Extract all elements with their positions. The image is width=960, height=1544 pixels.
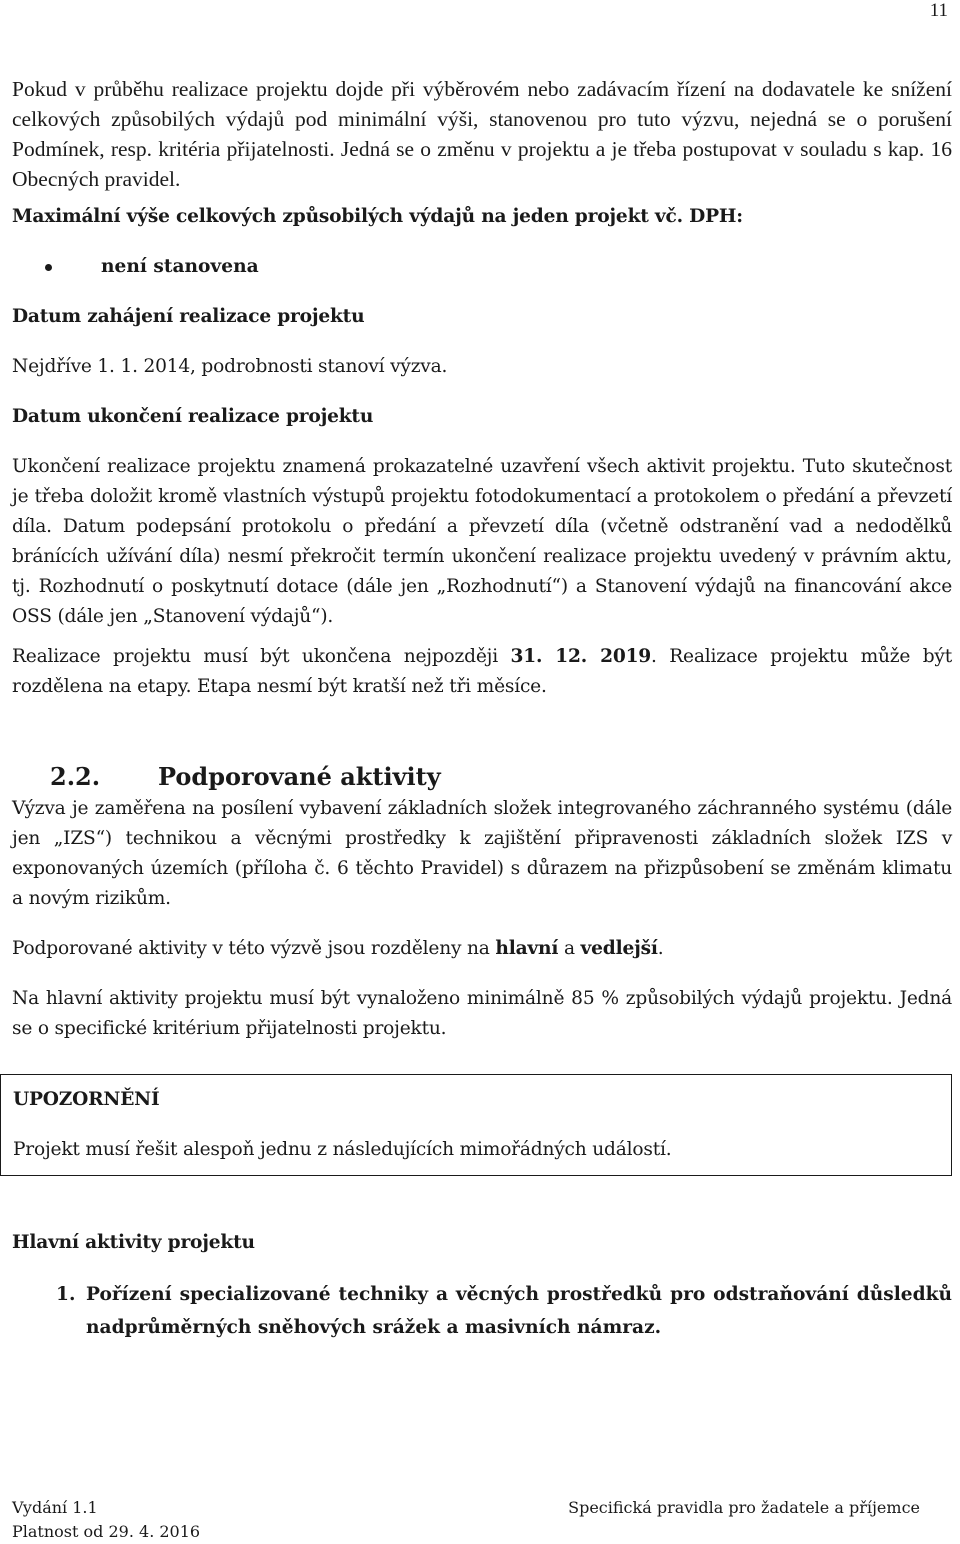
section-title: Podporované aktivity	[158, 762, 441, 791]
page-footer	[12, 1496, 920, 1544]
section-number: 2.2.	[50, 762, 101, 791]
item-text: Pořízení specializované techniky a věcných prostředků pro odstraňování důsledků nadprůměrných sněhových srážek a masivních námraz.	[86, 1284, 952, 1338]
section-paragraph-2	[12, 934, 952, 964]
end-date-heading: Datum ukončení realizace projektu	[12, 406, 374, 427]
deadline-prefix: Realizace projektu musí být ukončena nejpozději	[12, 646, 511, 667]
list-item	[12, 1278, 952, 1344]
section-paragraph-3: Na hlavní aktivity projektu musí být vynaloženo minimálně 85 % způsobilých výdajů projektu. Jedná se o specifické kritérium přijatelnosti projektu.	[12, 988, 952, 1039]
main-activities-term: hlavní	[495, 938, 559, 959]
section-paragraph-1: Výzva je zaměřena na posílení vybavení základních složek integrovaného záchranného systému (dále jen „IZS“) technikou a věcnými prostředky k zajištění připravenosti základních složek IZS v exponovaných územích (příloha č. 6 těchto Pravidel) s důrazem na přizpůsobení se změnám klimatu a novým rizikům.	[12, 798, 952, 909]
footer-validity: Platnost od 29. 4. 2016	[12, 1522, 201, 1541]
max-expenses-value: není stanovena	[101, 256, 259, 277]
footer-title: Specifická pravidla pro žadatele a příjemce	[568, 1498, 920, 1517]
notice-text: Projekt musí řešit alespoň jednu z následujících mimořádných událostí.	[13, 1139, 672, 1160]
list-item	[12, 252, 952, 282]
notice-title: UPOZORNĚNÍ	[13, 1089, 160, 1110]
deadline-suffix: . Realizace projektu může být rozdělena na etapy. Etapa nesmí být kratší než tři měsíce.	[12, 646, 952, 697]
start-date-heading: Datum zahájení realizace projektu	[12, 306, 365, 327]
footer-version: Vydání 1.1	[12, 1498, 98, 1517]
deadline-paragraph	[12, 642, 952, 702]
paragraph2-mid: a	[558, 938, 581, 959]
bullet-icon	[45, 264, 52, 271]
main-activities-heading: Hlavní aktivity projektu	[12, 1232, 255, 1253]
paragraph2-prefix: Podporované aktivity v této výzvě jsou rozděleny na	[12, 938, 496, 959]
deadline-date: 31. 12. 2019	[510, 646, 652, 667]
max-expenses-list	[12, 252, 952, 282]
intro-paragraph: Pokud v průběhu realizace projektu dojde při výběrovém nebo zadávacím řízení na dodavatele ke snížení celkových způsobilých výdajů pod minimální výši, stanovenou pro tuto výzvu, nejedná se o porušení Podmínek, resp. kritéria přijatelnosti. Jedná se o změnu v projektu a je třeba postupovat v souladu s kap. 16 Obecných pravidel.	[12, 77, 952, 191]
notice-box	[0, 1074, 952, 1176]
document-body	[12, 74, 952, 1344]
page-number: 11	[929, 0, 948, 21]
paragraph2-suffix: .	[657, 938, 664, 959]
item-number: 1.	[56, 1284, 76, 1305]
side-activities-term: vedlejší	[580, 938, 658, 959]
max-expenses-heading: Maximální výše celkových způsobilých výdajů na jeden projekt vč. DPH:	[12, 206, 743, 227]
section-heading	[12, 762, 952, 792]
start-date-text: Nejdříve 1. 1. 2014, podrobnosti stanoví výzva.	[12, 356, 448, 377]
end-date-paragraph: Ukončení realizace projektu znamená prokazatelné uzavření všech aktivit projektu. Tuto skutečnost je třeba doložit kromě vlastních výstupů projektu fotodokumentací a protokolem o předání a převzetí díla. Datum podepsání protokolu o předání a převzetí díla (včetně odstranění vad a nedodělků bránících užívání díla) nesmí překročit termín ukončení realizace projektu uvedený v právním aktu, tj. Rozhodnutí o poskytnutí dotace (dále jen „Rozhodnutí“) a Stanovení výdajů na financování akce OSS (dále jen „Stanovení výdajů“).	[12, 456, 952, 627]
